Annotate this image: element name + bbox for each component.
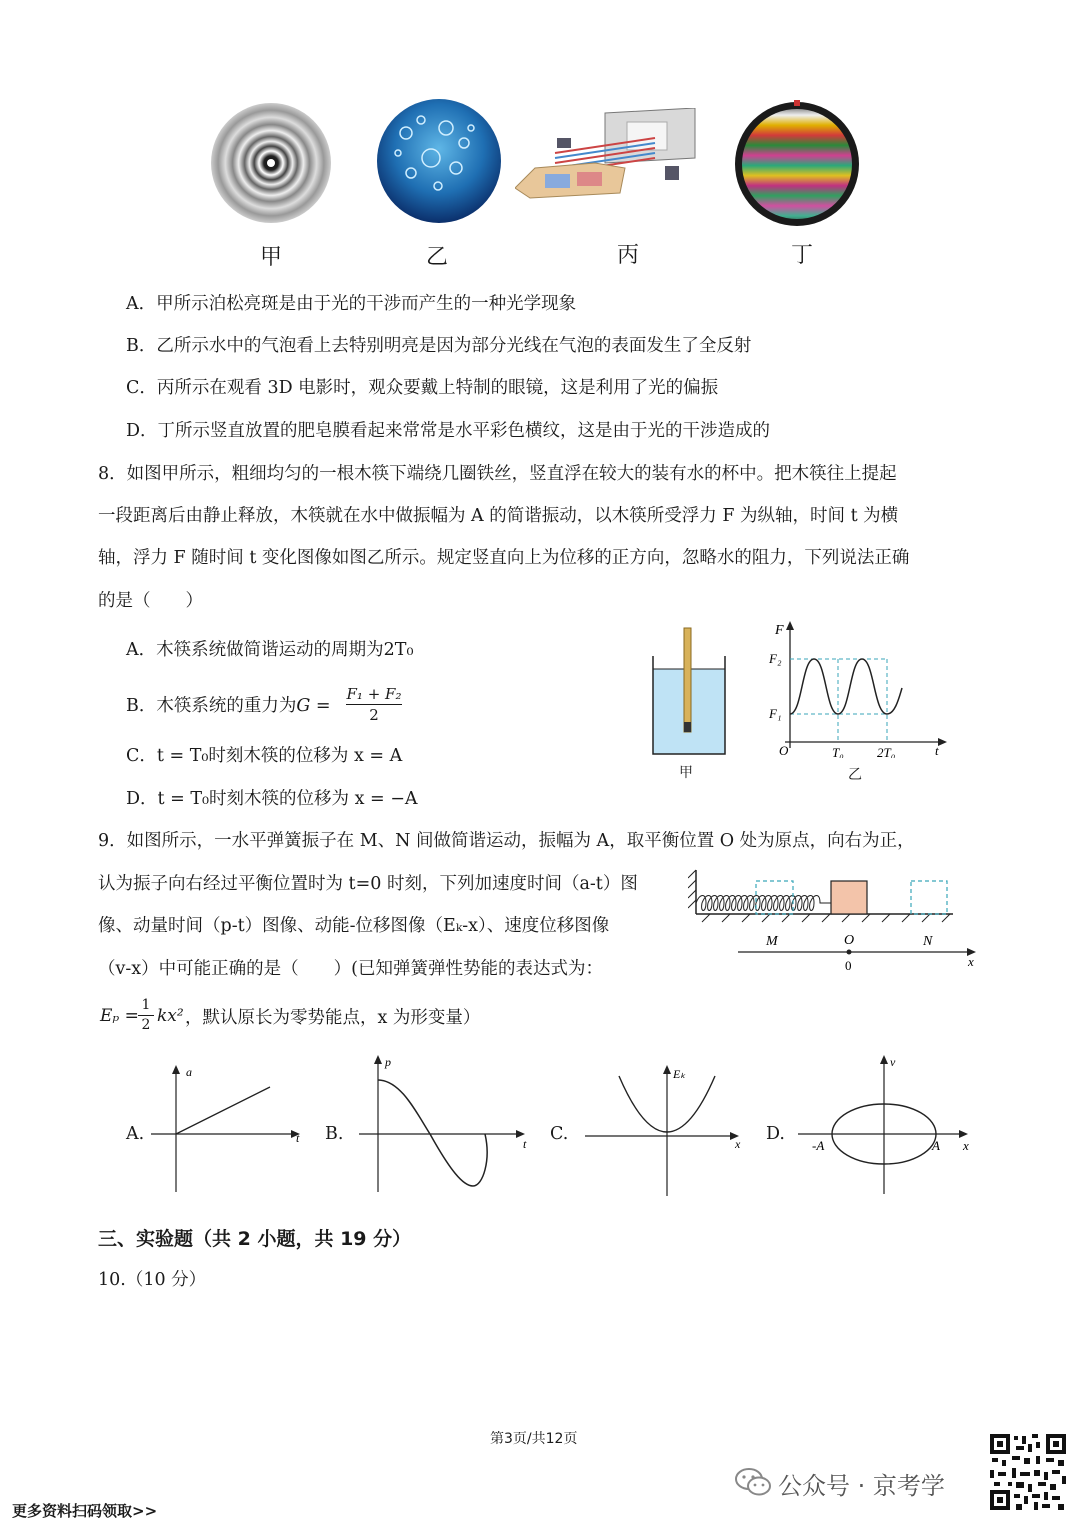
q7-option-d: D．丁所示竖直放置的肥皂膜看起来常常是水平彩色横纹，这是由于光的干涉造成的 [126, 421, 771, 441]
wechat-account-label: 公众号 · 京考学 [778, 1472, 945, 1500]
q9-formula-numerator: 1 [138, 996, 154, 1016]
spring-label-zero: 0 [845, 958, 852, 973]
graph-c-y-label: Eₖ [673, 1067, 686, 1081]
q9-graph-c [583, 1058, 751, 1202]
graph-d-neg-a-label: -A [812, 1138, 825, 1153]
q8-figure-jia-label: 甲 [679, 765, 693, 781]
figure-label-jia: 甲 [260, 245, 283, 270]
q8-stem-3: 轴，浮力 F 随时间 t 变化图像如图乙所示。规定竖直向上为位移的正方向，忽略水的阻力，下列说法正确 [98, 548, 910, 568]
spring-label-o: O [844, 933, 855, 948]
graph-2t0-label: 2T₀ [877, 745, 896, 758]
figure-label-ding: 丁 [791, 243, 814, 268]
graph-d-y-label: v [890, 1055, 896, 1069]
q9-graph-a [145, 1060, 310, 1200]
q9-formula-fraction [138, 996, 154, 1035]
q8-option-b-numerator: F₁ + F₂ [346, 685, 402, 703]
q9-spring-figure [688, 866, 980, 980]
figure-poisson-spot [208, 100, 334, 230]
q9-option-b-letter: B. [325, 1124, 344, 1144]
q7-option-a: A．甲所示泊松亮斑是由于光的干涉而产生的一种光学现象 [126, 294, 577, 314]
graph-y-label: F [775, 623, 784, 638]
page-number: 第3页/共12页 [490, 1431, 578, 1447]
graph-d-pos-a-label: A [932, 1138, 940, 1153]
spring-label-m: M [766, 934, 778, 949]
q9-option-c-letter: C. [550, 1124, 569, 1144]
q9-stem-4: （v-x）中可能正确的是（ ）(已知弹簧弹性势能的表达式为： [98, 959, 603, 979]
graph-f1-label: F₁ [769, 706, 782, 721]
q9-stem-1: 9．如图所示，一水平弹簧振子在 M、N 间做简谐运动，振幅为 A，取平衡位置 O 处为原点，向右为正， [98, 831, 915, 851]
q8-option-b-fraction [346, 684, 402, 725]
graph-origin-label: O [779, 743, 789, 758]
figure-soap-film [733, 100, 861, 230]
graph-b-y-label: p [385, 1055, 391, 1069]
spring-label-n: N [923, 934, 933, 949]
figure-water-bubbles [376, 98, 502, 228]
qr-code-icon[interactable] [988, 1432, 1068, 1516]
section-heading: 三、实验题（共 2 小题，共 19 分） [98, 1228, 412, 1250]
q8-stem-4: 的是（ ） [98, 591, 203, 611]
graph-b-x-label: t [523, 1137, 527, 1151]
graph-c-x-label: x [735, 1137, 741, 1151]
q8-option-a: A．木筷系统做简谐运动的周期为2T₀ [126, 640, 414, 660]
q7-option-c: C．丙所示在观看 3D 电影时，观众要戴上特制的眼镜，这是利用了光的偏振 [126, 378, 719, 398]
q9-stem-2: 认为振子向右经过平衡位置时为 t=0 时刻，下列加速度时间（a-t）图 [98, 874, 638, 894]
q9-option-a-letter: A. [126, 1124, 145, 1144]
graph-f2-label: F₂ [769, 651, 782, 666]
q9-stem-3: 像、动量时间（p-t）图像、动能-位移图像（Eₖ-x）、速度位移图像 [98, 916, 610, 936]
spring-label-x: x [968, 954, 974, 969]
q8-force-graph [765, 618, 950, 762]
q7-option-b: B．乙所示水中的气泡看上去特别明亮是因为部分光线在气泡的表面发生了全反射 [126, 336, 752, 356]
graph-x-label: t [935, 743, 939, 758]
figure-3d-cinema [515, 108, 715, 222]
figure-label-bing: 丙 [617, 243, 640, 268]
q8-stem-1: 8．如图甲所示，粗细均匀的一根木筷下端绕几圈铁丝，竖直浮在较大的装有水的杯中。把木筷往上提起 [98, 464, 897, 484]
graph-a-x-label: t [296, 1131, 300, 1145]
q9-graph-d [798, 1050, 980, 1200]
graph-t0-label: T₀ [832, 745, 844, 758]
q9-stem-5: ，默认原长为零势能点，x 为形变量） [185, 1008, 481, 1028]
q8-stem-2: 一段距离后由静止释放，木筷就在水中做振幅为 A 的简谐振动，以木筷所受浮力 F 为纵轴，时间 t 为横 [98, 506, 899, 526]
q9-formula-denominator: 2 [141, 1017, 151, 1033]
q10-heading: 10.（10 分） [98, 1270, 207, 1290]
wechat-icon [734, 1467, 772, 1501]
q8-figure-beaker [650, 624, 730, 764]
q9-formula-lhs: Eₚ = [100, 1006, 139, 1026]
q8-option-d: D．t = T₀时刻木筷的位移为 x = −A [126, 789, 418, 809]
graph-d-x-label: x [963, 1138, 969, 1153]
figure-label-yi: 乙 [426, 245, 449, 270]
q8-option-c: C．t = T₀时刻木筷的位移为 x = A [126, 746, 403, 766]
q9-option-d-letter: D. [766, 1124, 785, 1144]
q8-option-b-lhs: G = [296, 696, 331, 716]
graph-a-y-label: a [186, 1065, 192, 1079]
q8-figure-yi-label: 乙 [848, 767, 862, 783]
q8-option-b-denominator: 2 [369, 706, 379, 724]
more-materials-link[interactable]: 更多资料扫码领取>> [12, 1502, 158, 1520]
q9-graph-b [345, 1050, 535, 1200]
q8-option-b-text: B．木筷系统的重力为 [126, 696, 297, 716]
q8-option-b [126, 694, 331, 718]
q9-formula-rhs: kx² [157, 1006, 184, 1026]
